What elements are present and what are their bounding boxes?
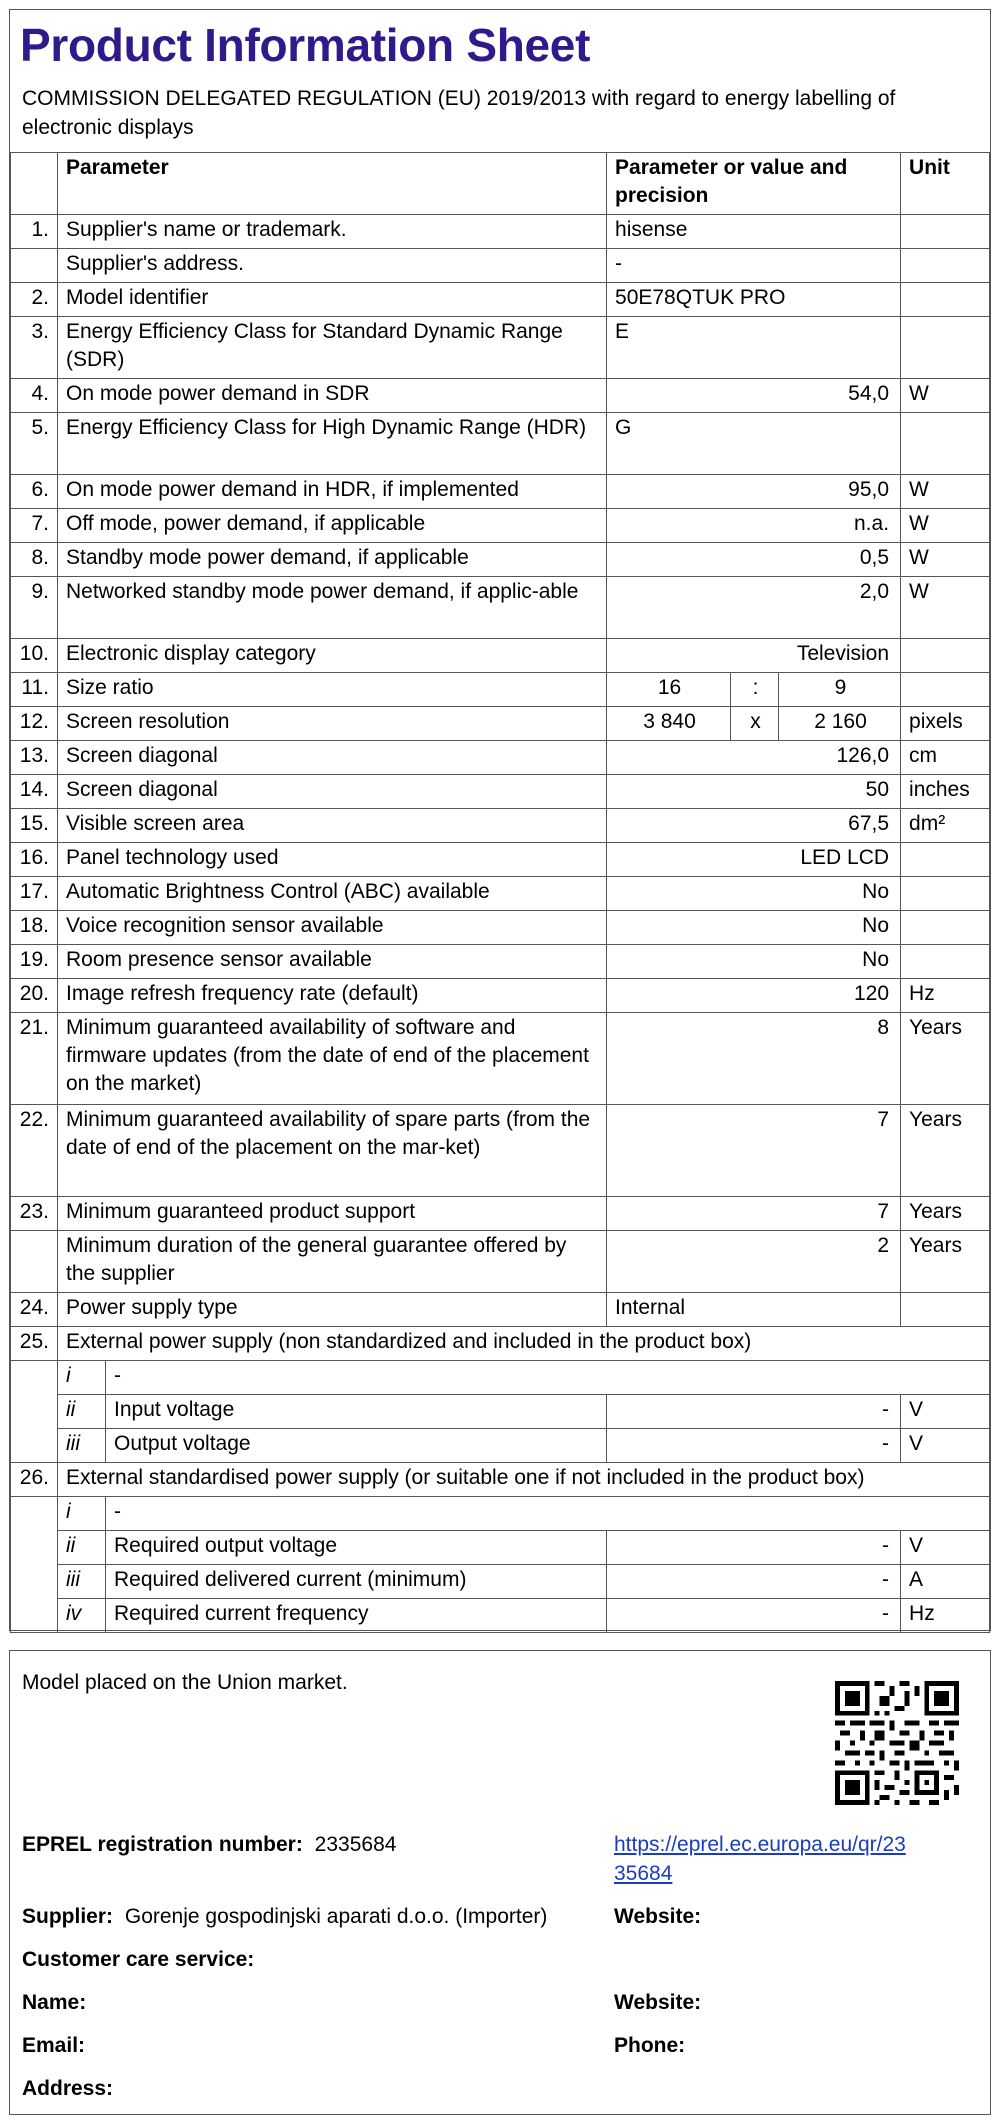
row-unit — [901, 673, 990, 707]
row-number: 7. — [11, 509, 58, 543]
row-value: 120 — [607, 979, 901, 1013]
row-label: External power supply (non standardized and included in the product box) — [58, 1327, 990, 1361]
row-value: 126,0 — [607, 741, 901, 775]
table-row — [11, 543, 990, 577]
parameters-table — [10, 152, 990, 1633]
row-value: - — [607, 1565, 901, 1599]
row-number: 20. — [11, 979, 58, 1013]
row-value: 2 — [607, 1231, 901, 1293]
row-unit: pixels — [901, 707, 990, 741]
supplier-line — [22, 1902, 547, 1931]
eprel-link[interactable] — [614, 1830, 944, 1888]
row-label: Off mode, power demand, if applicable — [58, 509, 607, 543]
sub-item-number: i — [58, 1361, 106, 1395]
row-unit: Years — [901, 1013, 990, 1105]
row-number: 6. — [11, 475, 58, 509]
table-row — [11, 317, 990, 379]
row-number: 19. — [11, 945, 58, 979]
table-row — [11, 215, 990, 249]
row-number: 9. — [11, 577, 58, 639]
row-number: 1. — [11, 215, 58, 249]
supplier-info-panel — [9, 1650, 991, 2115]
row-value: G — [607, 413, 901, 475]
row-label: Required output voltage — [106, 1531, 607, 1565]
row-value: - — [607, 1395, 901, 1429]
row-number: 3. — [11, 317, 58, 379]
row-number: 2. — [11, 283, 58, 317]
table-row — [11, 1463, 990, 1497]
row-label: - — [106, 1361, 990, 1395]
row-number: 25. — [11, 1327, 58, 1361]
eprel-link-line1[interactable]: https://eprel.ec.europa.eu/qr/23 — [614, 1833, 906, 1856]
row-number: 12. — [11, 707, 58, 741]
row-value: Television — [607, 639, 901, 673]
supplier-label: Supplier: — [22, 1905, 114, 1928]
supplier-value: Gorenje gospodinjski aparati d.o.o. (Importer) — [124, 1905, 548, 1928]
table-row — [11, 639, 990, 673]
sub-item-number: ii — [58, 1395, 106, 1429]
row-label: Electronic display category — [58, 639, 607, 673]
table-row — [11, 283, 990, 317]
row-label: Minimum guaranteed product support — [58, 1197, 607, 1231]
row-label: - — [106, 1497, 990, 1531]
row-number: 10. — [11, 639, 58, 673]
row-value: n.a. — [607, 509, 901, 543]
row-value: - — [607, 1531, 901, 1565]
table-row — [11, 707, 990, 741]
row-unit — [901, 215, 990, 249]
row-label: Size ratio — [58, 673, 607, 707]
parameter-header: Parameter — [58, 153, 607, 215]
ratio-height: 9 — [779, 673, 901, 707]
table-row — [11, 877, 990, 911]
row-label: Screen resolution — [58, 707, 607, 741]
row-unit: A — [901, 1565, 990, 1599]
row-label: Power supply type — [58, 1293, 607, 1327]
sub-item-number: iii — [58, 1565, 106, 1599]
ratio-separator: : — [731, 673, 779, 707]
table-header-row — [11, 153, 990, 215]
row-unit: Years — [901, 1231, 990, 1293]
customer-care-label: Customer care service: — [22, 1948, 255, 1971]
row-value: hisense — [607, 215, 901, 249]
table-row — [11, 379, 990, 413]
row-number — [11, 1497, 58, 1633]
row-label: Panel technology used — [58, 843, 607, 877]
row-value: 2,0 — [607, 577, 901, 639]
row-label: Room presence sensor available — [58, 945, 607, 979]
table-row — [11, 1497, 990, 1531]
sub-item-number: ii — [58, 1531, 106, 1565]
row-unit: Years — [901, 1105, 990, 1197]
page-title: Product Information Sheet — [20, 19, 591, 71]
table-row — [11, 509, 990, 543]
row-unit: W — [901, 509, 990, 543]
row-label: Required current frequency — [106, 1599, 607, 1633]
row-label: Visible screen area — [58, 809, 607, 843]
row-unit — [901, 283, 990, 317]
table-row — [11, 1531, 990, 1565]
row-value: 50E78QTUK PRO — [607, 283, 901, 317]
table-row — [11, 413, 990, 475]
row-label: Voice recognition sensor available — [58, 911, 607, 945]
row-label: Minimum duration of the general guarantee offered by the supplier — [58, 1231, 607, 1293]
row-value: No — [607, 877, 901, 911]
row-number — [11, 1361, 58, 1463]
row-unit — [901, 413, 990, 475]
row-unit: dm² — [901, 809, 990, 843]
table-row — [11, 775, 990, 809]
row-number: 26. — [11, 1463, 58, 1497]
row-number — [11, 249, 58, 283]
row-label: Supplier's name or trademark. — [58, 215, 607, 249]
row-label: Energy Efficiency Class for High Dynamic Range (HDR) — [58, 413, 607, 475]
row-unit — [901, 1293, 990, 1327]
row-unit — [901, 639, 990, 673]
row-unit: W — [901, 543, 990, 577]
address-label: Address: — [22, 2077, 114, 2100]
row-value: 67,5 — [607, 809, 901, 843]
row-unit — [901, 877, 990, 911]
eprel-registration — [22, 1830, 396, 1859]
row-number: 18. — [11, 911, 58, 945]
resolution-width: 3 840 — [607, 707, 731, 741]
row-value: - — [607, 1429, 901, 1463]
phone-label: Phone: — [614, 2034, 686, 2057]
row-value: 95,0 — [607, 475, 901, 509]
table-row — [11, 1361, 990, 1395]
eprel-link-line2[interactable]: 35684 — [614, 1862, 673, 1885]
table-row — [11, 1013, 990, 1105]
row-unit — [901, 911, 990, 945]
value-header: Parameter or value and precision — [607, 153, 901, 215]
table-row — [11, 1565, 990, 1599]
row-unit: V — [901, 1531, 990, 1565]
row-unit: W — [901, 475, 990, 509]
row-unit — [901, 945, 990, 979]
sub-item-number: i — [58, 1497, 106, 1531]
row-number: 14. — [11, 775, 58, 809]
row-label: Minimum guaranteed availability of software and firmware updates (from the date of end of the placement on the market) — [58, 1013, 607, 1105]
regulation-subtitle: COMMISSION DELEGATED REGULATION (EU) 2019/2013 with regard to energy labelling of electronic displays — [22, 87, 896, 139]
row-number: 24. — [11, 1293, 58, 1327]
row-number: 4. — [11, 379, 58, 413]
row-number: 15. — [11, 809, 58, 843]
row-value: 7 — [607, 1105, 901, 1197]
row-unit: V — [901, 1429, 990, 1463]
eprel-qr-code[interactable] — [835, 1681, 959, 1805]
market-text: Model placed on the Union market. — [22, 1671, 348, 1694]
row-value: LED LCD — [607, 843, 901, 877]
row-value: No — [607, 911, 901, 945]
row-label: Input voltage — [106, 1395, 607, 1429]
row-unit: Years — [901, 1197, 990, 1231]
row-number: 23. — [11, 1197, 58, 1231]
row-unit: Hz — [901, 979, 990, 1013]
row-number: 8. — [11, 543, 58, 577]
table-row — [11, 741, 990, 775]
row-label: Image refresh frequency rate (default) — [58, 979, 607, 1013]
row-value: - — [607, 249, 901, 283]
table-row — [11, 979, 990, 1013]
eprel-label: EPREL registration number: — [22, 1833, 303, 1856]
row-value: 8 — [607, 1013, 901, 1105]
table-row — [11, 843, 990, 877]
table-row — [11, 1429, 990, 1463]
sub-item-number: iv — [58, 1599, 106, 1633]
table-row — [11, 945, 990, 979]
row-unit: inches — [901, 775, 990, 809]
product-information-sheet — [9, 9, 991, 1631]
row-number: 22. — [11, 1105, 58, 1197]
email-label: Email: — [22, 2034, 86, 2057]
row-unit — [901, 249, 990, 283]
table-row — [11, 673, 990, 707]
resolution-height: 2 160 — [779, 707, 901, 741]
row-label: On mode power demand in HDR, if implemented — [58, 475, 607, 509]
row-unit: W — [901, 577, 990, 639]
website-label: Website: — [614, 1905, 702, 1928]
website-label-2: Website: — [614, 1991, 702, 2014]
row-value: Internal — [607, 1293, 901, 1327]
row-value: - — [607, 1599, 901, 1633]
table-row — [11, 911, 990, 945]
table-row — [11, 577, 990, 639]
row-label: Standby mode power demand, if applicable — [58, 543, 607, 577]
row-number: 11. — [11, 673, 58, 707]
row-unit: V — [901, 1395, 990, 1429]
row-unit: Hz — [901, 1599, 990, 1633]
table-row — [11, 1105, 990, 1197]
row-label: Automatic Brightness Control (ABC) available — [58, 877, 607, 911]
table-row — [11, 249, 990, 283]
table-row — [11, 1197, 990, 1231]
row-value: E — [607, 317, 901, 379]
name-label: Name: — [22, 1991, 87, 2014]
row-value: 54,0 — [607, 379, 901, 413]
row-label: Energy Efficiency Class for Standard Dynamic Range (SDR) — [58, 317, 607, 379]
sub-item-number: iii — [58, 1429, 106, 1463]
row-unit: cm — [901, 741, 990, 775]
row-label: Networked standby mode power demand, if applic-able — [58, 577, 607, 639]
row-label: Required delivered current (minimum) — [106, 1565, 607, 1599]
table-row — [11, 1599, 990, 1633]
unit-header: Unit — [901, 153, 990, 215]
row-label: Model identifier — [58, 283, 607, 317]
row-number: 13. — [11, 741, 58, 775]
row-value: 50 — [607, 775, 901, 809]
ratio-width: 16 — [607, 673, 731, 707]
row-label: Output voltage — [106, 1429, 607, 1463]
table-row — [11, 475, 990, 509]
row-label: Supplier's address. — [58, 249, 607, 283]
row-label: On mode power demand in SDR — [58, 379, 607, 413]
row-value: 7 — [607, 1197, 901, 1231]
resolution-separator: x — [731, 707, 779, 741]
table-row — [11, 809, 990, 843]
number-header-cell — [11, 153, 58, 215]
row-label: External standardised power supply (or suitable one if not included in the product box) — [58, 1463, 990, 1497]
row-number: 5. — [11, 413, 58, 475]
row-number: 16. — [11, 843, 58, 877]
row-unit — [901, 317, 990, 379]
table-row — [11, 1231, 990, 1293]
row-number — [11, 1231, 58, 1293]
row-label: Screen diagonal — [58, 775, 607, 809]
table-row — [11, 1327, 990, 1361]
row-unit — [901, 843, 990, 877]
row-number: 21. — [11, 1013, 58, 1105]
eprel-number: 2335684 — [314, 1833, 397, 1856]
row-unit: W — [901, 379, 990, 413]
row-label: Screen diagonal — [58, 741, 607, 775]
row-value: No — [607, 945, 901, 979]
row-label: Minimum guaranteed availability of spare parts (from the date of end of the placement on the mar-ket) — [58, 1105, 607, 1197]
row-value: 0,5 — [607, 543, 901, 577]
table-row — [11, 1293, 990, 1327]
table-row — [11, 1395, 990, 1429]
row-number: 17. — [11, 877, 58, 911]
